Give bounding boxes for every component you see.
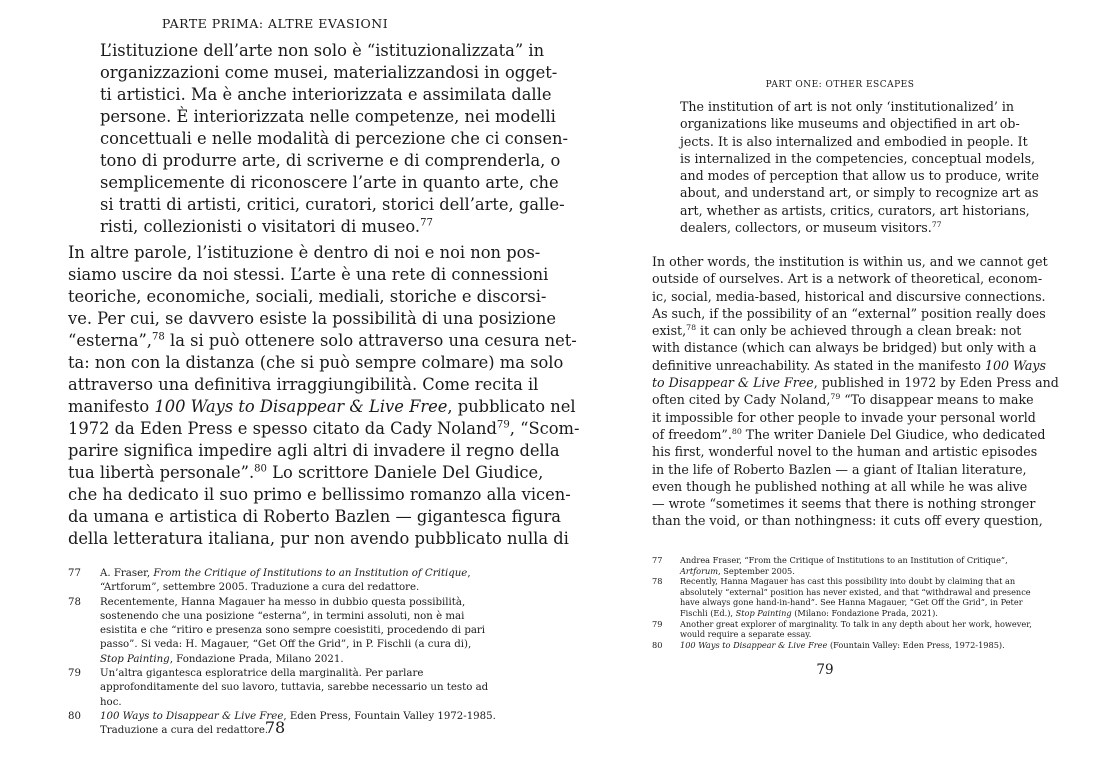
note-text: A. Fraser, — [100, 568, 154, 579]
body-text: “To disappear means to make — [840, 392, 1034, 408]
running-head: PARTE PRIMA: ALTRE EVASIONI — [161, 16, 389, 31]
book-title: 100 Ways to Disappear & Live Free — [154, 397, 448, 416]
quote-text: risti, collezionisti o visitatori di museo. — [100, 217, 421, 236]
footnote-text: Another great explorer of marginality. To talk in any depth about her work, however, would require a separate essay. — [680, 618, 1032, 640]
block-quote — [100, 40, 568, 238]
footnote-ref[interactable]: 79 — [830, 392, 841, 402]
quote-text: dealers, collectors, or museum visitors. — [680, 220, 932, 236]
footnote-ref[interactable]: 78 — [686, 323, 697, 332]
footnote-ref[interactable]: 77 — [931, 219, 942, 229]
body-paragraph — [68, 242, 579, 550]
right-page — [550, 0, 1100, 777]
body-line: even though he published nothing at all while he was alive — [652, 478, 1028, 494]
footnote-text — [680, 576, 1032, 618]
footnote-text — [680, 555, 1032, 576]
note-text: (Fountain Valley: Eden Press, 1972-1985). — [827, 639, 1005, 650]
block-quote — [680, 98, 1039, 236]
body-line — [652, 322, 1059, 339]
body-line — [652, 374, 1059, 391]
body-line: da umana e artistica di Roberto Bazlen — gigantesca figura — [68, 507, 561, 526]
body-text: exist, — [652, 323, 687, 339]
quote-line: jects. It is also internalized and embodied in people. It — [680, 133, 1028, 149]
quote-line: organizzazioni come musei, materializzandosi in ogget- — [100, 63, 558, 82]
footnote-ref[interactable]: 80 — [731, 426, 742, 436]
note-title: Stop Painting — [735, 607, 792, 618]
note-title: From the Critique of Institutions to an Institution of Critique — [153, 568, 468, 579]
quote-line: is internalized in the competencies, conceptual models, — [680, 150, 1036, 166]
body-text: tua libertà personale”. — [68, 463, 255, 482]
body-text: , pubblicato nel — [447, 397, 576, 416]
quote-line: persone. È interiorizzata nelle competenze, nei modelli — [100, 107, 556, 126]
quote-line: ti artistici. Ma è anche interiorizzata e assimilata dalle — [100, 85, 552, 104]
footnote-77 — [652, 555, 1032, 576]
body-line — [68, 330, 579, 352]
footnote-ref[interactable]: 79 — [496, 419, 510, 431]
footnote-ref[interactable]: 78 — [151, 331, 165, 343]
body-line: his first, wonderful novel to the human and artistic episodes — [652, 444, 1038, 460]
book-title: 100 Ways — [985, 357, 1046, 373]
body-line: ve. Per cui, se davvero esiste la possibilità di una posizione — [68, 309, 557, 328]
footnote-number: 79 — [68, 668, 81, 680]
footnote-number: 79 — [652, 618, 663, 629]
body-paragraph — [652, 253, 1059, 530]
footnote-79 — [68, 667, 498, 710]
quote-line: si tratti di artisti, critici, curatori, storici dell’arte, galle- — [100, 195, 565, 214]
footnote-80 — [652, 640, 1032, 651]
note-text: Recentemente, Hanna Magauer ha messo in dubbio questa possibilità, sostenendo che una posizione “esterna”, in termini assoluti, non è mai esistita e che “ritiro e presenza sono sempre coesistiti, procedendo di pari passo”. Si veda: H. Magauer, “Get Off the Grid”, in P. Fischli (a cura di), — [100, 596, 486, 651]
body-line: attraverso una definitiva irraggiungibilità. Come recita il — [68, 375, 539, 394]
footnote-number: 80 — [68, 710, 81, 722]
body-text: Lo scrittore Daniele Del Giudice, — [266, 463, 544, 482]
body-line: parire significa impedire agli altri di invadere il regno della — [68, 441, 560, 460]
body-line: outside of ourselves. Art is a network of theoretical, econom- — [652, 271, 1043, 287]
footnote-number: 78 — [68, 596, 81, 608]
footnote-text — [100, 596, 498, 667]
book-title: to Disappear & Live Free — [652, 375, 814, 391]
quote-line: semplicemente di riconoscere l’arte in quanto arte, che — [100, 173, 559, 192]
body-line: — wrote “sometimes it seems that there is nothing stronger — [652, 496, 1036, 512]
body-line: In other words, the institution is within us, and we cannot get — [652, 254, 1048, 269]
body-line: della letteratura italiana, pur non avendo pubblicato nulla di — [68, 529, 569, 548]
body-line: siamo uscire da noi stessi. L’arte è una rete di connessioni — [68, 265, 549, 284]
quote-line — [680, 219, 1039, 236]
footnote-ref[interactable]: 77 — [420, 217, 433, 229]
note-text: Andrea Fraser, “From the Critique of Institutions to an Institution of Critique”, — [680, 555, 1008, 565]
quote-line: The institution of art is not only ‘institutionalized’ in — [680, 99, 1015, 114]
quote-line — [100, 216, 568, 238]
note-text: , “Artforum”, settembre 2005. Traduzione a cura del redattore. — [100, 568, 471, 594]
body-line: than the void, or than nothingness: it cuts off every question, — [652, 513, 1043, 529]
footnotes — [68, 567, 498, 739]
body-line — [68, 396, 579, 418]
footnote-number: 77 — [652, 555, 663, 565]
footnote-78 — [68, 596, 498, 667]
footnote-text — [100, 567, 498, 596]
body-text: The writer Daniele Del Giudice, who dedicated — [741, 426, 1046, 442]
footnote-number: 77 — [68, 568, 81, 579]
note-text: , September 2005. — [718, 565, 795, 576]
note-title: 100 Ways to Disappear & Live Free — [680, 639, 828, 650]
body-line: teoriche, economiche, sociali, mediali, storiche e discorsi- — [68, 287, 547, 306]
body-text: , “Scom- — [509, 419, 580, 438]
page-number: 79 — [816, 662, 834, 678]
footnote-78 — [652, 576, 1032, 618]
footnote-ref[interactable]: 80 — [254, 463, 267, 475]
body-text: 1972 da Eden Press e spesso citato da Cady Noland — [68, 419, 497, 438]
running-head: PART ONE: OTHER ESCAPES — [765, 80, 915, 90]
body-line — [652, 357, 1059, 374]
body-line: ta: non con la distanza (che si può sempre colmare) ma solo — [68, 353, 564, 372]
body-line: ic, social, media-based, historical and discursive connections. — [652, 288, 1046, 304]
note-text: Recently, Hanna Magauer has cast this possibility into doubt by claiming that an absolutely “external” position has never existed, and that “withdrawal and presence have always gone hand-in-hand”. See Hanna Magauer, “Get Off the Grid”, in Peter Fischli (Ed.), — [680, 576, 1031, 618]
footnote-79 — [652, 619, 1032, 640]
footnote-77 — [68, 567, 498, 596]
quote-line: concettuali e nelle modalità di percezione che ci consen- — [100, 129, 568, 148]
note-title: Stop Painting — [100, 653, 170, 665]
body-line — [652, 426, 1059, 443]
body-line: In altre parole, l’istituzione è dentro di noi e noi non pos- — [68, 243, 541, 262]
body-line — [652, 391, 1059, 408]
note-text: , Fondazione Prada, Milano 2021. — [169, 653, 344, 665]
quote-line: organizations like museums and objectified in art ob- — [680, 116, 1020, 132]
body-text: manifesto — [68, 397, 155, 416]
footnote-number: 80 — [652, 639, 663, 650]
quote-line: L’istituzione dell’arte non solo è “istituzionalizzata” in — [100, 41, 545, 60]
note-text: (Milano: Fondazione Prada, 2021). — [791, 607, 938, 618]
quote-line: and modes of perception that allow us to produce, write — [680, 168, 1039, 184]
body-text: “esterna”, — [68, 331, 152, 350]
quote-line: tono di produrre arte, di scriverne e di comprenderla, o — [100, 151, 561, 170]
footnote-text — [680, 640, 1032, 651]
note-title: Artforum — [680, 565, 719, 576]
body-text: la si può ottenere solo attraverso una cesura net- — [164, 331, 577, 350]
body-line: in the life of Roberto Bazlen — a giant of Italian literature, — [652, 461, 1027, 477]
body-text: , published in 1972 by Eden Press and — [813, 375, 1059, 391]
note-title: 100 Ways to Disappear & Live Free — [100, 710, 284, 722]
body-text: definitive unreachability. As stated in the manifesto — [652, 357, 985, 373]
footnotes — [652, 555, 1032, 650]
body-line — [68, 418, 579, 440]
quote-line: about, and understand art, or simply to recognize art as — [680, 185, 1039, 201]
body-line — [68, 462, 579, 484]
quote-line: art, whether as artists, critics, curators, art historians, — [680, 202, 1030, 218]
footnote-number: 78 — [652, 576, 663, 587]
body-line: che ha dedicato il suo primo e bellissimo romanzo alla vicen- — [68, 485, 571, 504]
body-text: it can only be achieved through a clean break: not — [696, 323, 1022, 339]
body-line: with distance (which can always be bridged) but only with a — [652, 340, 1037, 356]
body-line: it impossible for other people to invade your personal world — [652, 409, 1036, 425]
body-line: As such, if the possibility of an “external” position really does — [652, 305, 1046, 321]
body-text: often cited by Cady Noland, — [652, 392, 831, 408]
page-number: 78 — [264, 718, 286, 737]
body-text: of freedom”. — [652, 426, 732, 442]
footnote-text: Un’altra gigantesca esploratrice della marginalità. Per parlare approfonditamente del suo lavoro, tuttavia, sarebbe necessario un testo ad hoc. — [100, 668, 489, 708]
note-text: , Eden Press, Fountain Valley 1972-1985. Traduzione a cura del redattore. — [100, 710, 496, 737]
